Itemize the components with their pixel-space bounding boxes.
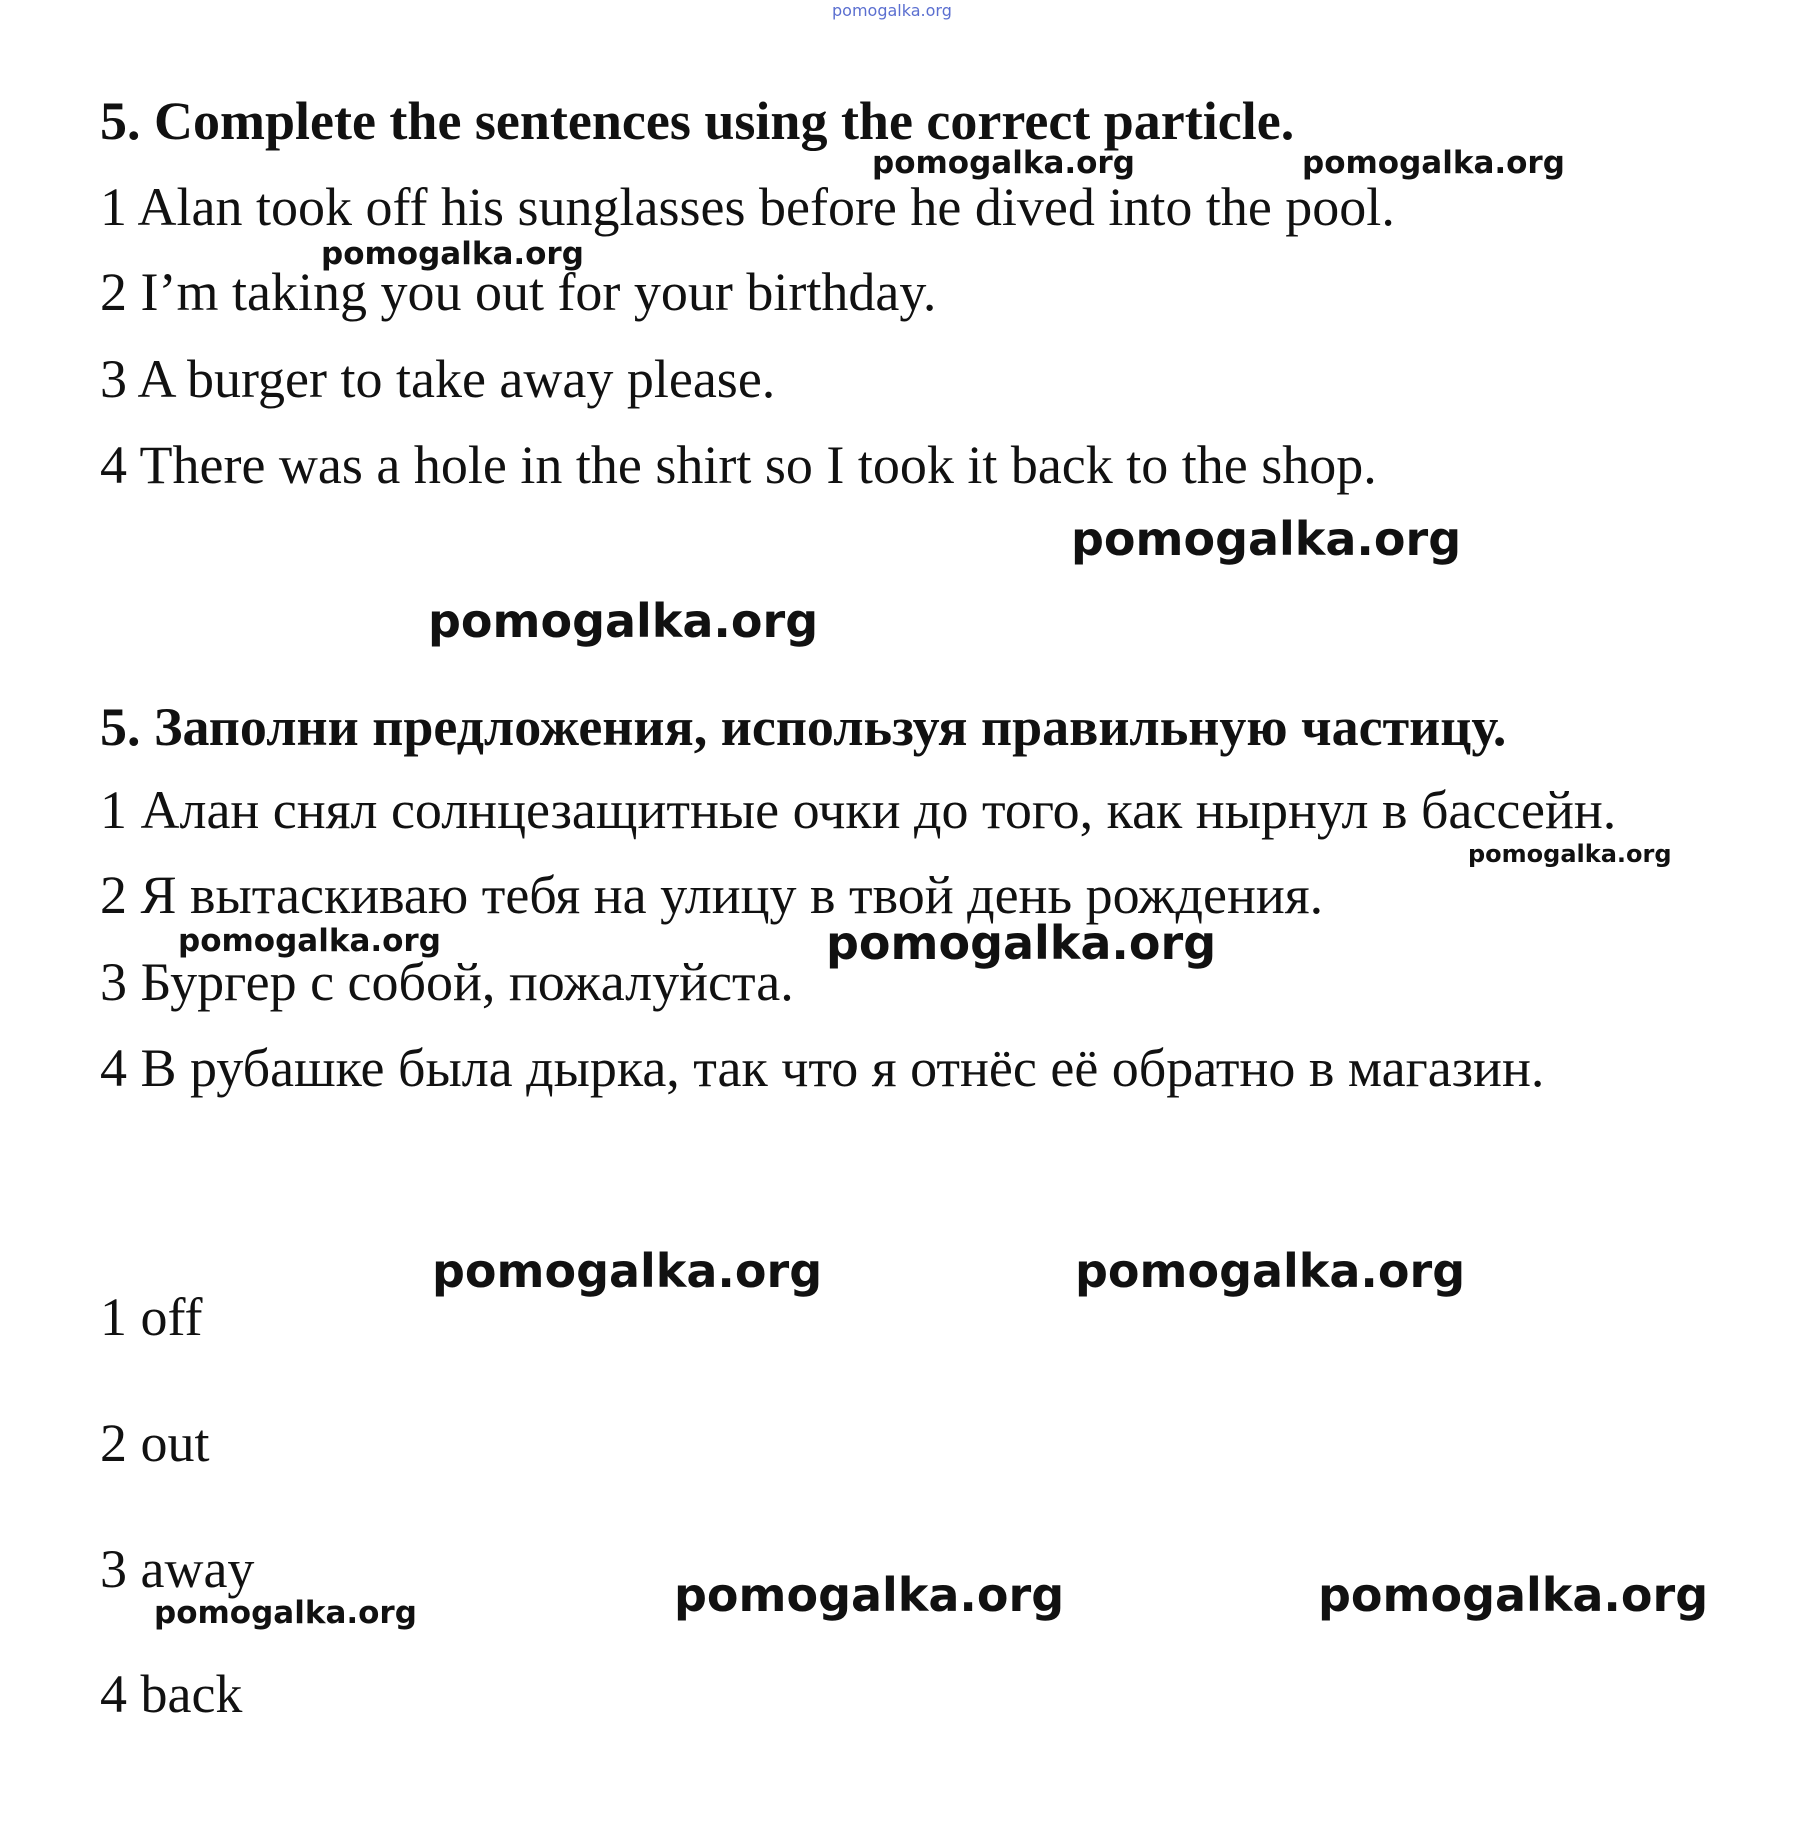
watermark: pomogalka.org [1302,145,1565,181]
english-exercise-heading: 5. Complete the sentences using the correct particle. [100,91,1295,151]
english-sentence-1: 1 Alan took off his sunglasses before he dived into the pool. [100,177,1395,237]
watermark: pomogalka.org [1468,840,1672,868]
watermark: pomogalka.org [321,236,584,272]
english-sentence-2: 2 I’m taking you out for your birthday. [100,262,937,322]
russian-sentence-2: 2 Я вытаскиваю тебя на улицу в твой день рождения. [100,865,1324,925]
watermark: pomogalka.org [1071,512,1462,566]
answer-4: 4 back [100,1664,243,1724]
russian-sentence-4: 4 В рубашке была дырка, так что я отнёс её обратно в магазин. [100,1038,1545,1098]
answer-2: 2 out [100,1413,210,1473]
watermark: pomogalka.org [154,1595,417,1631]
watermark: pomogalka.org [1318,1568,1709,1622]
answer-1: 1 off [100,1287,203,1347]
watermark: pomogalka.org [674,1568,1065,1622]
russian-exercise-heading: 5. Заполни предложения, используя правильную частицу. [100,697,1507,757]
watermark: pomogalka.org [872,145,1135,181]
russian-sentence-3: 3 Бургер с собой, пожалуйста. [100,952,794,1012]
english-sentence-3: 3 A burger to take away please. [100,349,776,409]
watermark: pomogalka.org [832,1,952,20]
answer-3: 3 away [100,1539,255,1599]
watermark: pomogalka.org [826,916,1217,970]
russian-sentence-1: 1 Алан снял солнцезащитные очки до того, как нырнул в бассейн. [100,780,1617,840]
english-sentence-4: 4 There was a hole in the shirt so I took it back to the shop. [100,435,1377,495]
watermark: pomogalka.org [432,1244,823,1298]
watermark: pomogalka.org [178,923,441,959]
watermark: pomogalka.org [1075,1244,1466,1298]
watermark: pomogalka.org [428,594,819,648]
